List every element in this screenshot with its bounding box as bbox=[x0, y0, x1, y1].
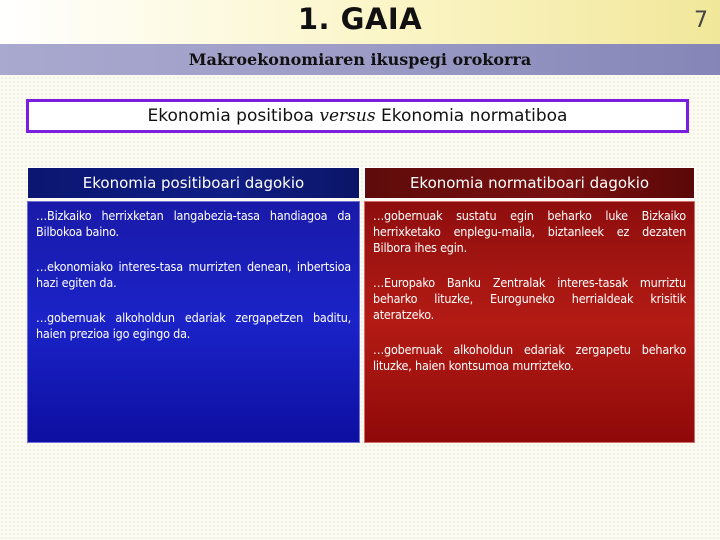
normative-statement: …gobernuak sustatu egin beharko luke Bizkaiko herrixketako enplegu-maila, biztanleek ez dezaten Bilbora ihes egin. bbox=[373, 208, 686, 255]
positive-column-body bbox=[27, 201, 360, 443]
positive-column-header: Ekonomia positiboari dagokio bbox=[27, 167, 360, 199]
banner-versus-text: versus bbox=[319, 106, 376, 126]
normative-statement: …Europako Banku Zentralak interes-tasak murriztu beharko lituzke, Euroguneko herrialdeak krisitik ateratzeko. bbox=[373, 275, 686, 322]
positive-statement: …ekonomiako interes-tasa murrizten denean, inbertsioa hazi egiten da. bbox=[36, 259, 351, 290]
positive-statement: …Bizkaiko herrixketan langabezia-tasa handiagoa da Bilbokoa baino. bbox=[36, 208, 351, 239]
page-subtitle: Makroekonomiaren ikuspegi orokorra bbox=[188, 50, 532, 69]
normative-statement: …gobernuak alkoholdun edariak zergapetu beharko lituzke, haien kontsumoa murrizteko. bbox=[373, 342, 686, 373]
page-title: 1. GAIA bbox=[297, 2, 423, 36]
banner-right-text: Ekonomia normatiboa bbox=[380, 106, 568, 126]
page-number: 7 bbox=[694, 8, 708, 33]
positive-statement: …gobernuak alkoholdun edariak zergapetzen baditu, haien prezioa igo egingo da. bbox=[36, 310, 351, 341]
normative-column-header: Ekonomia normatiboari dagokio bbox=[364, 167, 695, 199]
normative-column-body bbox=[364, 201, 695, 443]
banner-left-text: Ekonomia positiboa bbox=[147, 106, 314, 126]
comparison-banner bbox=[26, 99, 689, 133]
